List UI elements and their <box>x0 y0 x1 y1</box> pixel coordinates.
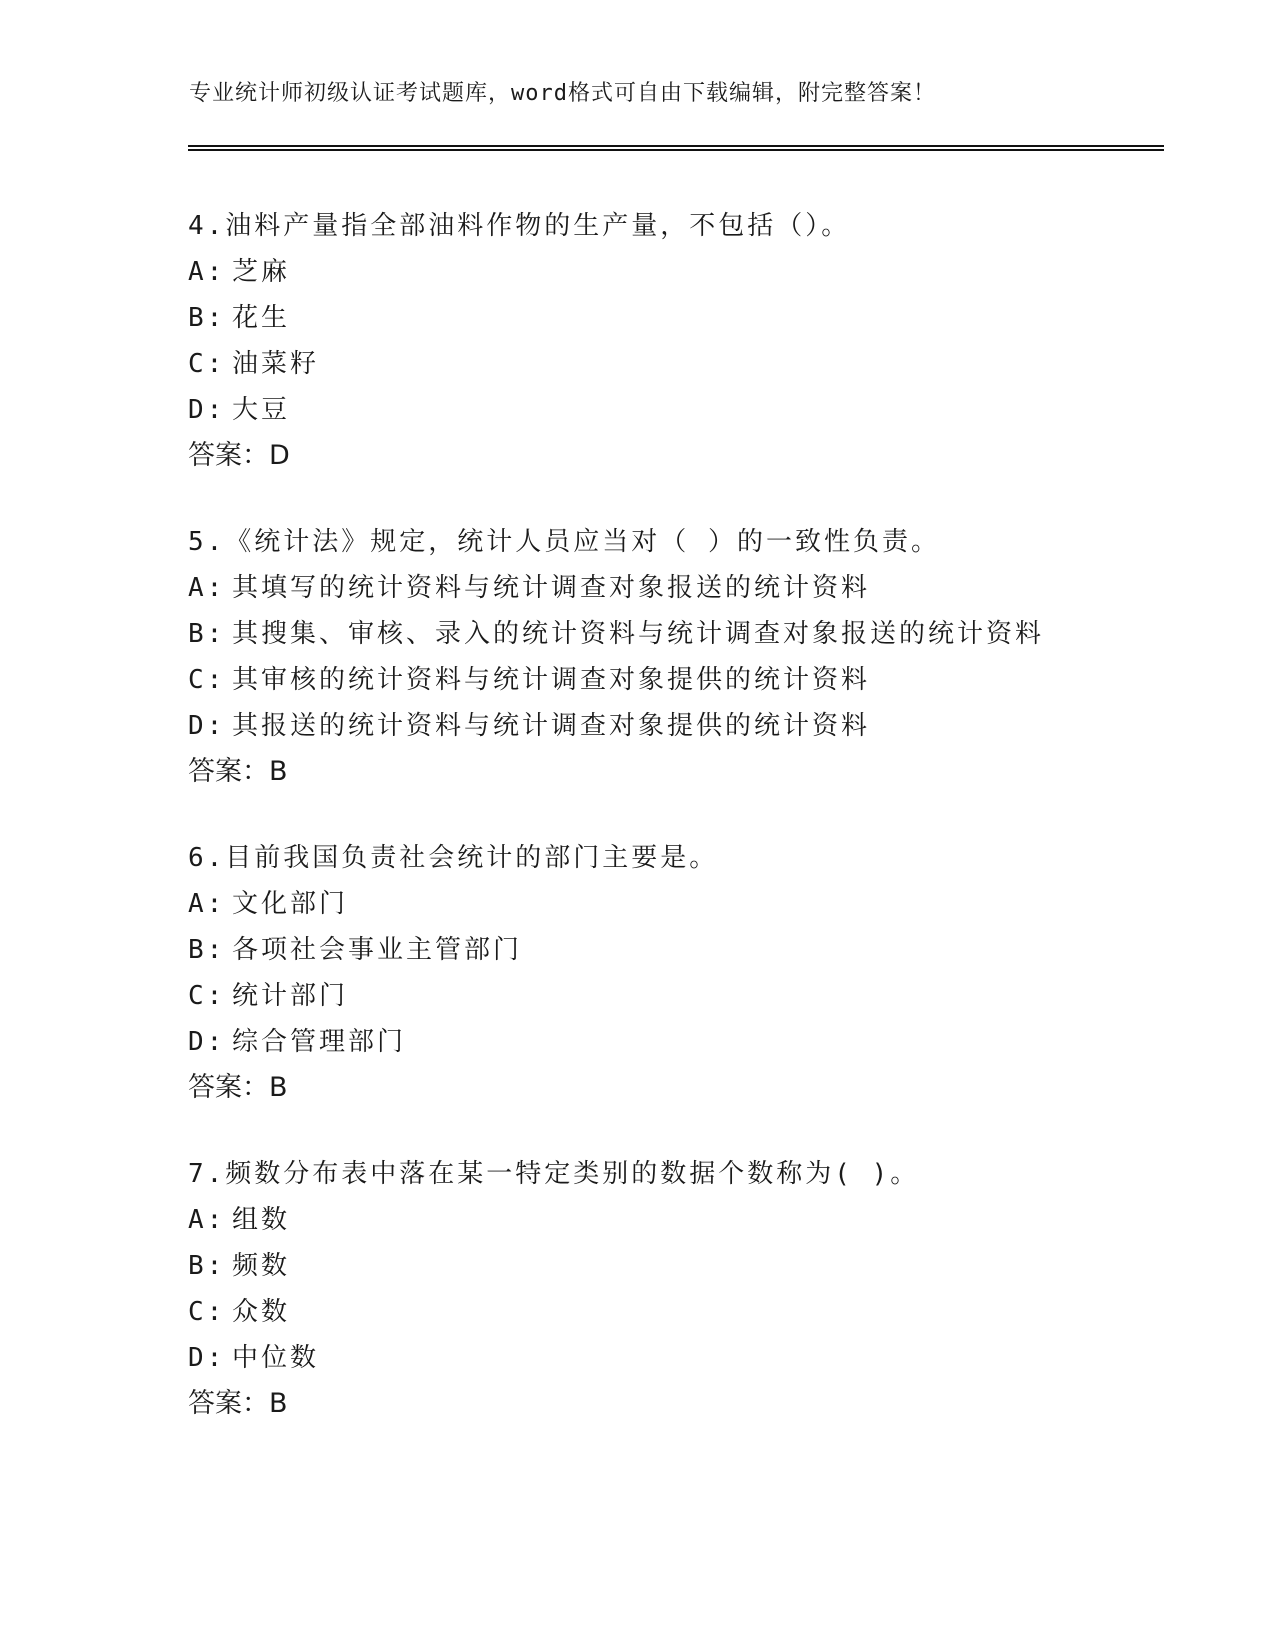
option-label: A: <box>188 1205 226 1235</box>
option-label: B: <box>188 1251 226 1281</box>
option-text: 花生 <box>232 303 291 333</box>
question-4 <box>188 203 1178 479</box>
option-text: 文化部门 <box>232 889 349 919</box>
option-c <box>188 341 1178 387</box>
option-label: A: <box>188 573 226 603</box>
option-text: 众数 <box>232 1297 291 1327</box>
option-text: 芝麻 <box>232 257 291 287</box>
option-text: 中位数 <box>232 1343 320 1373</box>
option-b <box>188 927 1178 973</box>
page-header: 专业统计师初级认证考试题库，word格式可自由下载编辑，附完整答案！ <box>189 81 936 106</box>
option-label: A: <box>188 257 226 287</box>
option-b <box>188 611 1178 657</box>
question-stem: 4.油料产量指全部油料作物的生产量，不包括（）。 <box>188 211 851 241</box>
option-text: 频数 <box>232 1251 291 1281</box>
option-text: 其填写的统计资料与统计调查对象报送的统计资料 <box>232 573 871 603</box>
option-text: 其搜集、审核、录入的统计资料与统计调查对象报送的统计资料 <box>232 619 1045 649</box>
option-text: 其报送的统计资料与统计调查对象提供的统计资料 <box>232 711 871 741</box>
question-6 <box>188 835 1178 1111</box>
option-d <box>188 1019 1178 1065</box>
option-label: B: <box>188 935 226 965</box>
answer-line: 答案：B <box>188 1072 288 1103</box>
question-7 <box>188 1151 1178 1427</box>
option-b <box>188 295 1178 341</box>
option-a <box>188 1197 1178 1243</box>
option-label: A: <box>188 889 226 919</box>
header-double-rule <box>188 145 1164 151</box>
option-label: C: <box>188 665 226 695</box>
option-c <box>188 973 1178 1019</box>
option-label: D: <box>188 1027 226 1057</box>
option-text: 其审核的统计资料与统计调查对象提供的统计资料 <box>232 665 871 695</box>
option-text: 各项社会事业主管部门 <box>232 935 523 965</box>
answer-line: 答案：D <box>188 440 290 471</box>
question-stem: 6.目前我国负责社会统计的部门主要是。 <box>188 843 719 873</box>
option-a <box>188 881 1178 927</box>
option-a <box>188 565 1178 611</box>
answer-line: 答案：B <box>188 756 288 787</box>
option-label: D: <box>188 1343 226 1373</box>
option-text: 组数 <box>232 1205 291 1235</box>
option-c <box>188 657 1178 703</box>
option-d <box>188 1335 1178 1381</box>
option-label: B: <box>188 303 226 333</box>
option-a <box>188 249 1178 295</box>
option-text: 油菜籽 <box>232 349 320 379</box>
option-label: C: <box>188 1297 226 1327</box>
option-label: D: <box>188 711 226 741</box>
answer-line: 答案：B <box>188 1388 288 1419</box>
option-b <box>188 1243 1178 1289</box>
option-d <box>188 387 1178 433</box>
option-d <box>188 703 1178 749</box>
option-label: C: <box>188 349 226 379</box>
question-list <box>188 203 1178 1467</box>
option-label: B: <box>188 619 226 649</box>
option-c <box>188 1289 1178 1335</box>
question-stem: 7.频数分布表中落在某一特定类别的数据个数称为( )。 <box>188 1159 920 1189</box>
option-label: C: <box>188 981 226 1011</box>
option-text: 综合管理部门 <box>232 1027 407 1057</box>
option-text: 统计部门 <box>232 981 349 1011</box>
option-label: D: <box>188 395 226 425</box>
question-5 <box>188 519 1178 795</box>
option-text: 大豆 <box>232 395 291 425</box>
question-stem: 5.《统计法》规定，统计人员应当对（ ）的一致性负责。 <box>188 527 940 557</box>
